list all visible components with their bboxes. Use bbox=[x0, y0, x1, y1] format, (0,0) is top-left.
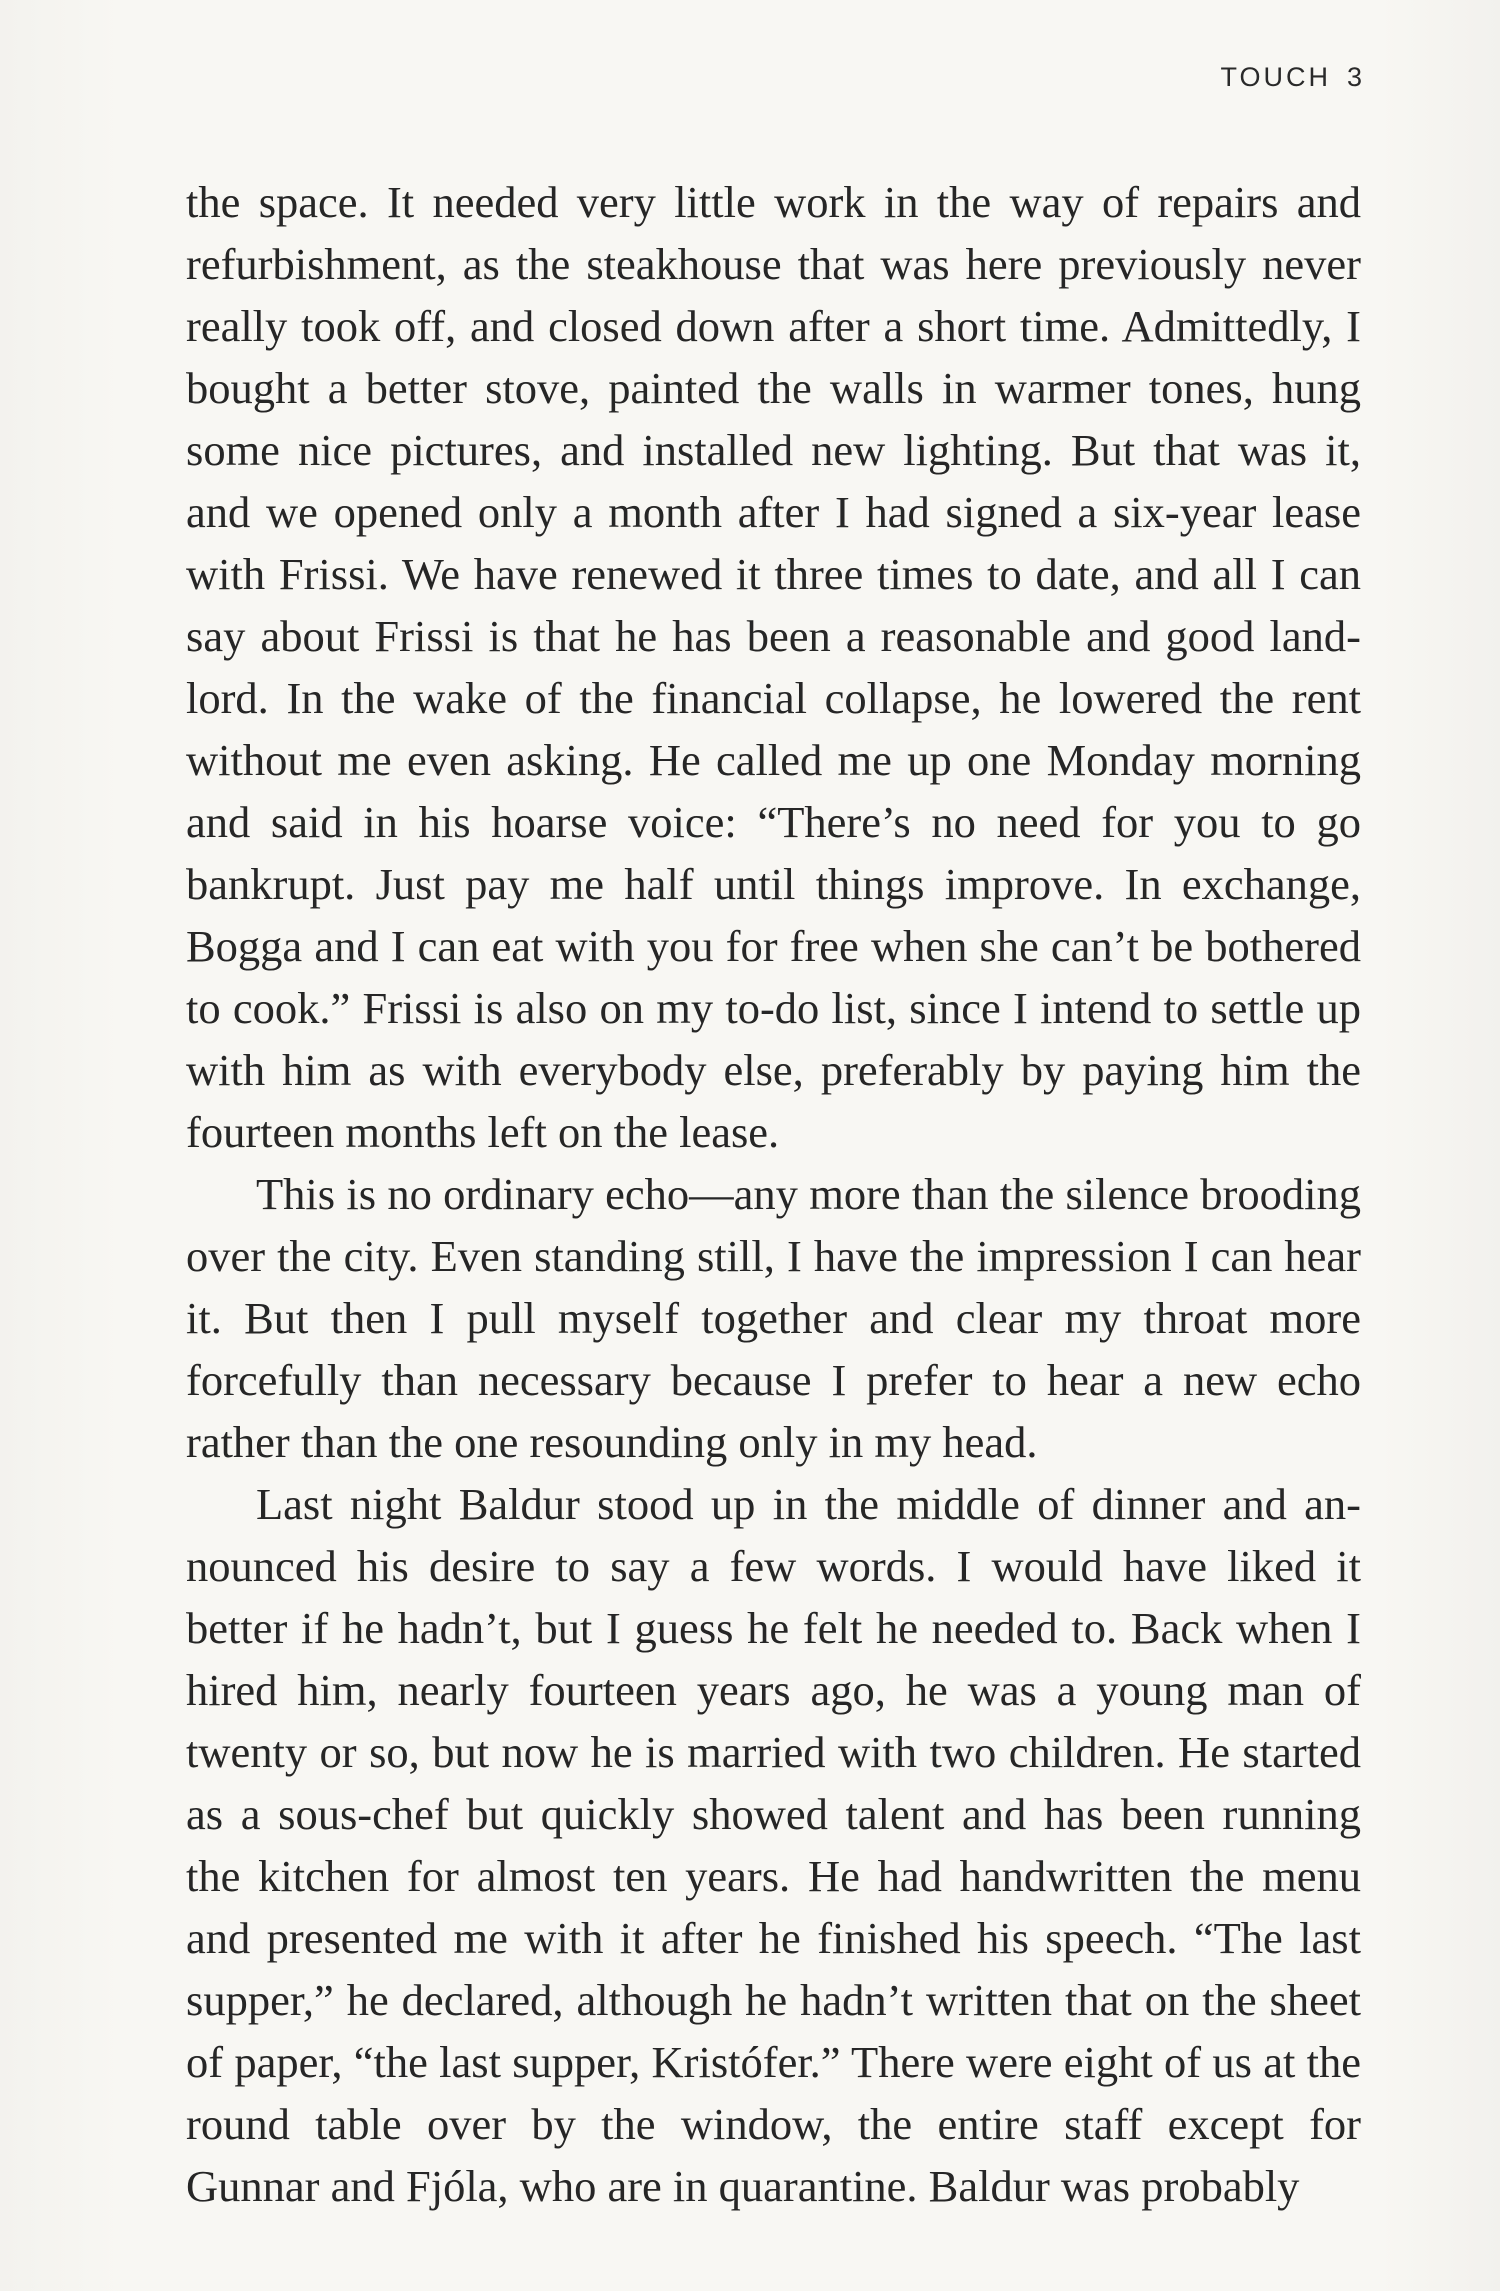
page-number: 3 bbox=[1346, 62, 1365, 92]
body-text bbox=[186, 171, 1361, 2217]
running-title: TOUCH bbox=[1220, 62, 1331, 92]
paragraph-2: This is no ordinary echo—any more than the silence brooding over the city. Even standing still, I have the impression I can hear it. But then I pull myself together and clear my throat more forcefully than necessary because I prefer to hear a new echo rather than the one resounding only in my head. bbox=[186, 1169, 1361, 1467]
running-head bbox=[1220, 62, 1365, 93]
paragraph-3: Last night Baldur stood up in the middle of dinner and announced his desire to say a few words. I would have liked it better if he hadn’t, but I guess he felt he needed to. Back when I hired him, nearly fourteen years ago, he was a young man of twenty or so, but now he is married with two children. He started as a sous-chef but quickly showed talent and has been running the kitchen for almost ten years. He had handwritten the menu and presented me with it after he finished his speech. “The last supper,” he declared, although he hadn’t written that on the sheet of paper, “the last supper, Kristófer.” There were eight of us at the round table over by the window, the entire staff except for Gunnar and Fjóla, who are in quarantine. Baldur was probably bbox=[186, 1479, 1361, 2211]
paragraph-1: the space. It needed very little work in the way of repairs and refurbishment, as the steakhouse that was here previously never really took off, and closed down after a short time. Admittedly, I bought a better stove, painted the walls in warmer tones, hung some nice pictures, and installed new lighting. But that was it, and we opened only a month after I had signed a six-year lease with Frissi. We have renewed it three times to date, and all I can say about Frissi is that he has been a reasonable and good landlord. In the wake of the financial collapse, he lowered the rent without me even asking. He called me up one Monday morning and said in his hoarse voice: “There’s no need for you to go bankrupt. Just pay me half until things improve. In exchange, Bogga and I can eat with you for free when she can’t be bothered to cook.” Frissi is also on my to-do list, since I intend to settle up with him as with everybody else, preferably by paying him the fourteen months left on the lease. bbox=[186, 177, 1361, 1157]
